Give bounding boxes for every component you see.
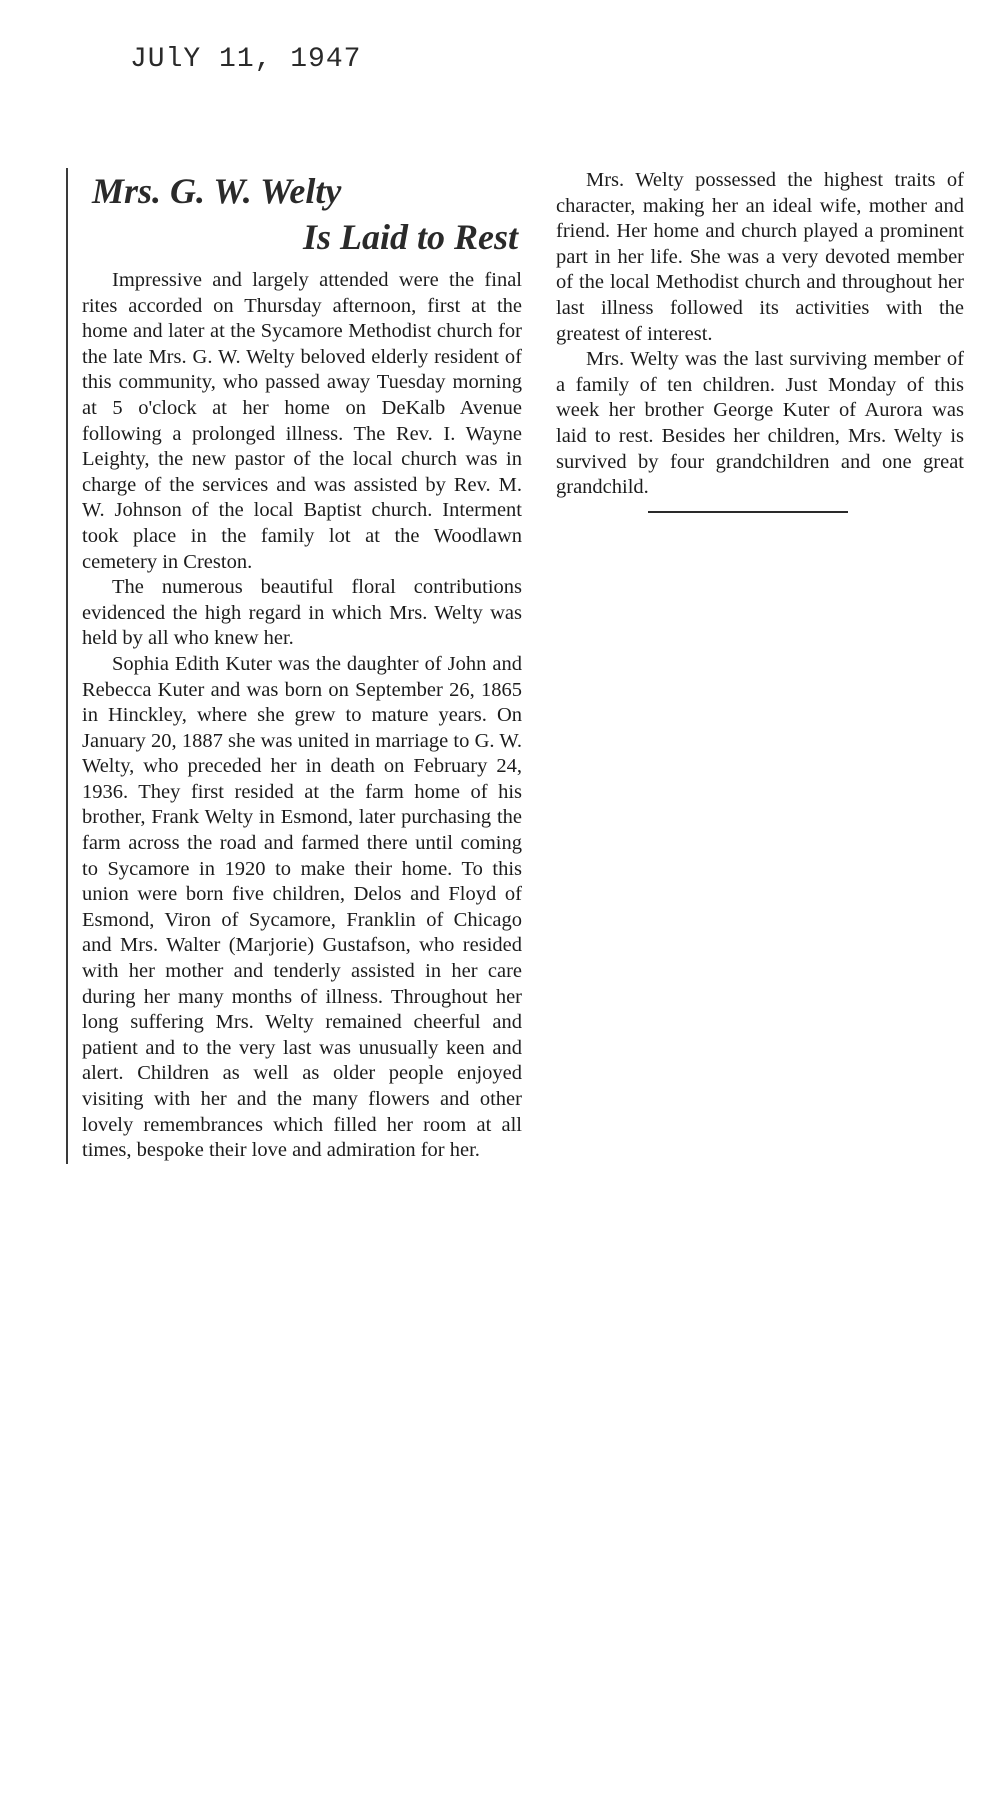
article-paragraph: Mrs. Welty possessed the highest traits of character, making her an ideal wife, mother and friend. Her home and church played a prominent part in her life. She was a very devoted member of the local Methodist church and throughout her last illness followed its activities with the greatest of interest. xyxy=(556,169,964,345)
clipping-date: JUlY 11, 1947 xyxy=(130,44,362,75)
article-paragraph: The numerous beautiful floral contributions evidenced the high regard in which Mrs. Welty was held by all who knew her. xyxy=(82,576,522,650)
article-headline xyxy=(82,168,522,260)
headline-line-2: Is Laid to Rest xyxy=(302,217,518,257)
article-paragraph: Mrs. Welty was the last surviving member of a family of ten children. Just Monday of this week her brother George Kuter of Aurora was laid to rest. Besides her children, Mrs. Welty is survived by four grandchildren and one great grandchild. xyxy=(556,348,964,499)
article-paragraph: Impressive and largely attended were the final rites accorded on Thursday afternoon, first at the home and later at the Sycamore Methodist church for the late Mrs. G. W. Welty beloved elderly resident of this community, who passed away Tuesday morning at 5 o'clock at her home on DeKalb Avenue following a prolonged illness. The Rev. I. Wayne Leighty, the new pastor of the local church was in charge of the services and was assisted by Rev. M. W. Johnson of the local Baptist church. Interment took place in the family lot at the Woodlawn cemetery in Creston. xyxy=(82,269,522,573)
headline-line-1: Mrs. G. W. Welty xyxy=(92,171,342,211)
article-right-column xyxy=(556,168,964,513)
article-paragraph: Sophia Edith Kuter was the daughter of John and Rebecca Kuter and was born on September 26, 1865 in Hinckley, where she grew to mature years. On January 20, 1887 she was united in marriage to G. W. Welty, who preceded her in death on February 24, 1936. They first resided at the farm home of his brother, Frank Welty in Esmond, later purchasing the farm across the road and farmed there until coming to Sycamore in 1920 to make their home. To this union were born five children, Delos and Floyd of Esmond, Viron of Sycamore, Franklin of Chicago and Mrs. Walter (Marjorie) Gustafson, who resided with her mother and tenderly assisted in her care during her many months of illness. Throughout her long suffering Mrs. Welty remained cheerful and patient and to the very last was unusually keen and alert. Children as well as older people enjoyed visiting with her and the many flowers and other lovely remembrances which filled her room at all times, bespoke their love and admiration for her. xyxy=(82,652,522,1162)
end-rule xyxy=(648,511,848,513)
article-left-column xyxy=(66,168,522,1164)
